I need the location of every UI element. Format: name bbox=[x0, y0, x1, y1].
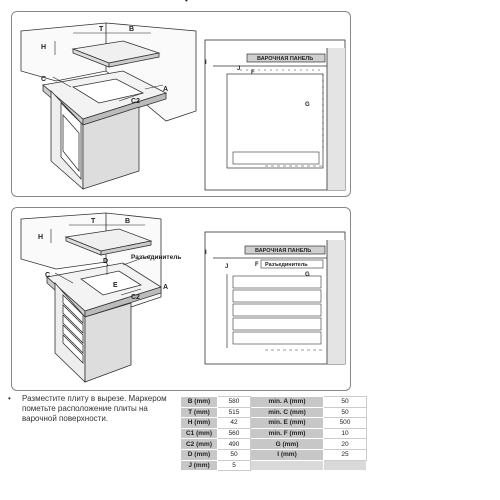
table-row bbox=[181, 397, 367, 408]
label-T: T bbox=[99, 26, 104, 33]
table-cell-v2: 10 bbox=[324, 428, 367, 439]
label2-I: I bbox=[205, 250, 207, 256]
instruction-note bbox=[8, 394, 178, 424]
connector-label-2: Разъединитель bbox=[265, 262, 308, 268]
cabinet-illustration-2 bbox=[11, 207, 201, 391]
label-G: G bbox=[305, 102, 310, 108]
table-cell-l2: I (mm) bbox=[251, 449, 324, 460]
table-cell-v1: 490 bbox=[218, 439, 251, 450]
label2-G: G bbox=[305, 272, 310, 278]
table-cell-v2: 20 bbox=[324, 439, 367, 450]
table-row bbox=[181, 449, 367, 460]
label2-C2: C2 bbox=[131, 294, 140, 301]
table-cell-l1: T (mm) bbox=[181, 407, 218, 418]
label2-H: H bbox=[38, 234, 44, 241]
table-cell-v1: 42 bbox=[218, 418, 251, 429]
table-cell-v2: 50 bbox=[324, 407, 367, 418]
label-B: B bbox=[129, 26, 135, 33]
table-cell-v2: 50 bbox=[324, 397, 367, 408]
label-I: I bbox=[205, 60, 207, 66]
table-cell-l1: C1 (mm) bbox=[181, 428, 218, 439]
table-cell-v1: 580 bbox=[218, 397, 251, 408]
table-cell-v2 bbox=[324, 460, 367, 471]
label2-D: D bbox=[103, 258, 109, 265]
table-cell-v1: 515 bbox=[218, 407, 251, 418]
table-cell-v2: 500 bbox=[324, 418, 367, 429]
label-F: F bbox=[251, 70, 255, 76]
connector-label: Разъединитель bbox=[131, 254, 182, 261]
table-cell-l1: D (mm) bbox=[181, 449, 218, 460]
table-row bbox=[181, 428, 367, 439]
label2-J: J bbox=[225, 264, 229, 270]
cabinet-illustration-1 bbox=[11, 11, 201, 197]
section-drawing-1 bbox=[205, 40, 345, 190]
section-drawing-2 bbox=[205, 232, 345, 364]
top-dot: • bbox=[185, 0, 188, 5]
label-C2: C2 bbox=[131, 98, 140, 105]
table-cell-l2 bbox=[251, 460, 324, 471]
bullet-glyph: • bbox=[8, 394, 11, 403]
table-cell-l2: min. A (mm) bbox=[251, 397, 324, 408]
label2-A: A bbox=[163, 284, 169, 291]
table-cell-l1: H (mm) bbox=[181, 418, 218, 429]
table-cell-v1: 5 bbox=[218, 460, 251, 471]
label2-F: F bbox=[255, 262, 259, 268]
label-J: J bbox=[237, 66, 241, 72]
table-cell-l2: min. E (mm) bbox=[251, 418, 324, 429]
table-cell-v2: 25 bbox=[324, 449, 367, 460]
table-cell-v1: 560 bbox=[218, 428, 251, 439]
table-cell-l2: min. C (mm) bbox=[251, 407, 324, 418]
table-row bbox=[181, 407, 367, 418]
table-cell-v1: 50 bbox=[218, 449, 251, 460]
table-cell-l1: J (mm) bbox=[181, 460, 218, 471]
table-cell-l2: min. F (mm) bbox=[251, 428, 324, 439]
instruction-text: Разместите плиту в вырезе. Маркером пометьте расположение плиты на варочной поверхности. bbox=[22, 394, 167, 423]
dimension-table bbox=[180, 396, 367, 471]
label-H: H bbox=[41, 44, 47, 51]
label-A: A bbox=[163, 86, 169, 93]
label2-C: C bbox=[45, 272, 51, 279]
table-cell-l2: G (mm) bbox=[251, 439, 324, 450]
hob-label-1: ВАРОЧНАЯ ПАНЕЛЬ bbox=[257, 56, 314, 62]
label2-E: E bbox=[113, 282, 118, 289]
label2-T: T bbox=[91, 218, 96, 225]
table-row bbox=[181, 418, 367, 429]
table-cell-l1: C2 (mm) bbox=[181, 439, 218, 450]
label-C: C bbox=[41, 76, 47, 83]
table-row bbox=[181, 460, 367, 471]
table-row bbox=[181, 439, 367, 450]
hob-label-2: ВАРОЧНАЯ ПАНЕЛЬ bbox=[255, 248, 312, 254]
table-cell-l1: B (mm) bbox=[181, 397, 218, 408]
label2-B: B bbox=[125, 218, 131, 225]
